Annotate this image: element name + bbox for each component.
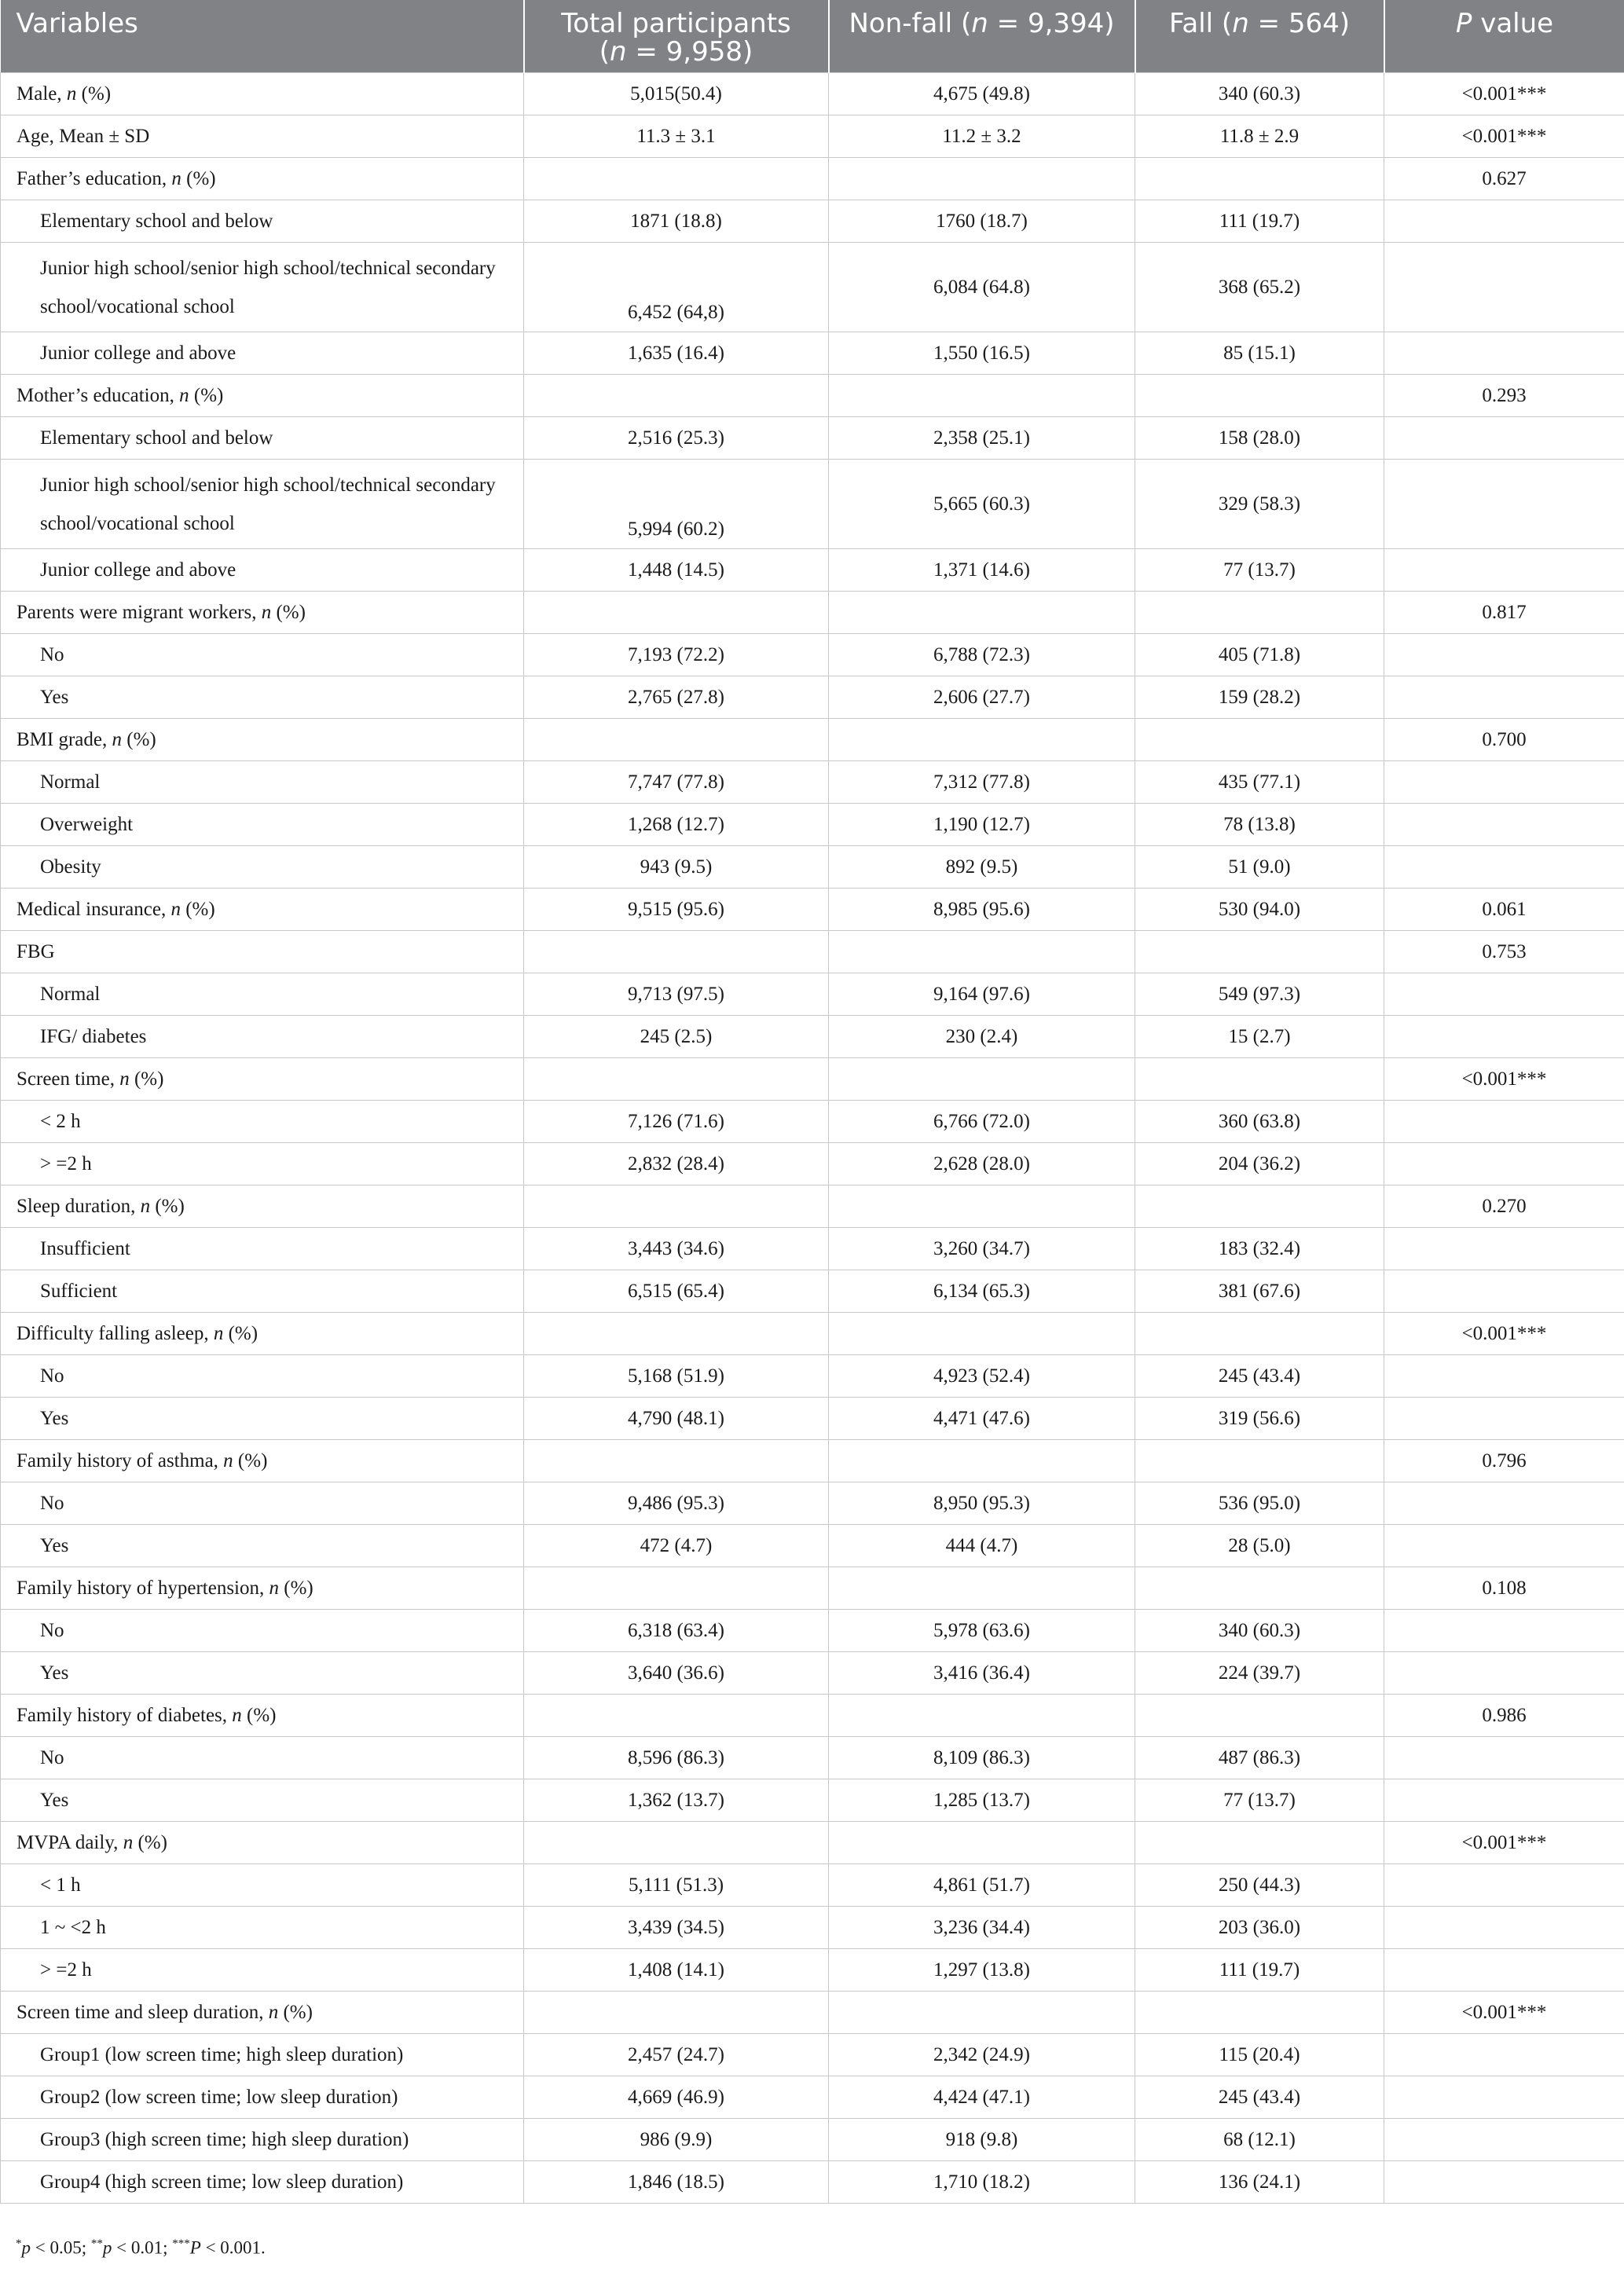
row-label: Group4 (high screen time; low sleep duration) bbox=[1, 2161, 524, 2204]
non-fall-cell: 3,236 (34.4) bbox=[829, 1907, 1135, 1949]
fall-cell: 183 (32.4) bbox=[1135, 1228, 1384, 1270]
non-fall-cell: 8,985 (95.6) bbox=[829, 889, 1135, 931]
total-participants-cell: 5,168 (51.9) bbox=[524, 1355, 829, 1398]
non-fall-cell bbox=[829, 1185, 1135, 1228]
total-participants-cell: 2,516 (25.3) bbox=[524, 417, 829, 460]
p-value-cell: 0.270 bbox=[1384, 1185, 1624, 1228]
non-fall-cell: 4,471 (47.6) bbox=[829, 1398, 1135, 1440]
fall-cell: 340 (60.3) bbox=[1135, 73, 1384, 115]
p-value-cell bbox=[1384, 1270, 1624, 1313]
table-row bbox=[1, 460, 1624, 549]
p-value-cell: <0.001*** bbox=[1384, 1992, 1624, 2034]
table-row bbox=[1, 1355, 1624, 1398]
p-value-cell bbox=[1384, 1016, 1624, 1058]
total-participants-cell: 11.3 ± 3.1 bbox=[524, 115, 829, 158]
non-fall-cell: 918 (9.8) bbox=[829, 2119, 1135, 2161]
total-participants-cell: 5,111 (51.3) bbox=[524, 1864, 829, 1907]
p-value-cell: <0.001*** bbox=[1384, 115, 1624, 158]
non-fall-cell: 3,260 (34.7) bbox=[829, 1228, 1135, 1270]
row-label: 1 ~ <2 h bbox=[1, 1907, 524, 1949]
row-label: Parents were migrant workers, n (%) bbox=[1, 592, 524, 634]
p-value-cell bbox=[1384, 243, 1624, 332]
total-participants-cell: 1871 (18.8) bbox=[524, 200, 829, 243]
fall-cell bbox=[1135, 1695, 1384, 1737]
table-row bbox=[1, 1101, 1624, 1143]
p-value-cell bbox=[1384, 2119, 1624, 2161]
non-fall-cell: 6,766 (72.0) bbox=[829, 1101, 1135, 1143]
non-fall-cell: 892 (9.5) bbox=[829, 846, 1135, 889]
row-label: Screen time and sleep duration, n (%) bbox=[1, 1992, 524, 2034]
fall-cell: 487 (86.3) bbox=[1135, 1737, 1384, 1779]
total-participants-cell: 1,846 (18.5) bbox=[524, 2161, 829, 2204]
fall-cell bbox=[1135, 1058, 1384, 1101]
non-fall-cell: 2,358 (25.1) bbox=[829, 417, 1135, 460]
fall-cell: 360 (63.8) bbox=[1135, 1101, 1384, 1143]
fall-cell bbox=[1135, 931, 1384, 973]
row-label: Yes bbox=[1, 1525, 524, 1567]
row-label: Group1 (low screen time; high sleep duration) bbox=[1, 2034, 524, 2076]
total-participants-cell bbox=[524, 1695, 829, 1737]
fall-cell: 111 (19.7) bbox=[1135, 1949, 1384, 1992]
table-row bbox=[1, 761, 1624, 804]
fall-cell: 530 (94.0) bbox=[1135, 889, 1384, 931]
fall-cell: 435 (77.1) bbox=[1135, 761, 1384, 804]
row-label: < 1 h bbox=[1, 1864, 524, 1907]
row-label: < 2 h bbox=[1, 1101, 524, 1143]
row-label: IFG/ diabetes bbox=[1, 1016, 524, 1058]
fall-cell bbox=[1135, 158, 1384, 200]
non-fall-cell: 444 (4.7) bbox=[829, 1525, 1135, 1567]
non-fall-cell bbox=[829, 1822, 1135, 1864]
total-participants-cell: 9,713 (97.5) bbox=[524, 973, 829, 1016]
header-variables: Variables bbox=[1, 0, 524, 73]
non-fall-cell: 5,978 (63.6) bbox=[829, 1610, 1135, 1652]
row-label: Male, n (%) bbox=[1, 73, 524, 115]
non-fall-cell bbox=[829, 1695, 1135, 1737]
p-value-cell bbox=[1384, 332, 1624, 375]
table-row bbox=[1, 1864, 1624, 1907]
total-participants-cell: 6,318 (63.4) bbox=[524, 1610, 829, 1652]
p-value-cell bbox=[1384, 1779, 1624, 1822]
fall-cell: 15 (2.7) bbox=[1135, 1016, 1384, 1058]
fall-cell: 329 (58.3) bbox=[1135, 460, 1384, 549]
non-fall-cell: 1,371 (14.6) bbox=[829, 549, 1135, 592]
table-row bbox=[1, 1610, 1624, 1652]
total-participants-cell bbox=[524, 592, 829, 634]
fall-cell bbox=[1135, 1567, 1384, 1610]
row-label: Junior college and above bbox=[1, 332, 524, 375]
row-label: BMI grade, n (%) bbox=[1, 719, 524, 761]
row-label: Insufficient bbox=[1, 1228, 524, 1270]
table-row bbox=[1, 1185, 1624, 1228]
table-row bbox=[1, 1695, 1624, 1737]
p-value-cell bbox=[1384, 1737, 1624, 1779]
table-row bbox=[1, 1822, 1624, 1864]
fall-cell: 77 (13.7) bbox=[1135, 549, 1384, 592]
p-value-cell: 0.700 bbox=[1384, 719, 1624, 761]
non-fall-cell: 6,788 (72.3) bbox=[829, 634, 1135, 676]
table-row bbox=[1, 1779, 1624, 1822]
total-participants-cell: 9,515 (95.6) bbox=[524, 889, 829, 931]
non-fall-cell: 8,109 (86.3) bbox=[829, 1737, 1135, 1779]
row-label: Group3 (high screen time; high sleep duration) bbox=[1, 2119, 524, 2161]
non-fall-cell bbox=[829, 931, 1135, 973]
fall-cell bbox=[1135, 1822, 1384, 1864]
header-total-line1: Total participants bbox=[561, 8, 791, 39]
total-participants-cell: 3,439 (34.5) bbox=[524, 1907, 829, 1949]
p-value-cell bbox=[1384, 549, 1624, 592]
fall-cell: 203 (36.0) bbox=[1135, 1907, 1384, 1949]
p-value-cell bbox=[1384, 2034, 1624, 2076]
table-row bbox=[1, 2161, 1624, 2204]
row-label: Normal bbox=[1, 761, 524, 804]
row-label: Yes bbox=[1, 1779, 524, 1822]
fall-cell: 224 (39.7) bbox=[1135, 1652, 1384, 1695]
p-value-cell bbox=[1384, 1228, 1624, 1270]
table-row bbox=[1, 1992, 1624, 2034]
total-participants-cell: 1,635 (16.4) bbox=[524, 332, 829, 375]
non-fall-cell: 4,675 (49.8) bbox=[829, 73, 1135, 115]
p-value-cell bbox=[1384, 973, 1624, 1016]
p-value-cell: <0.001*** bbox=[1384, 1313, 1624, 1355]
table-row bbox=[1, 889, 1624, 931]
row-label: Yes bbox=[1, 1398, 524, 1440]
fall-cell bbox=[1135, 719, 1384, 761]
non-fall-cell: 230 (2.4) bbox=[829, 1016, 1135, 1058]
row-label: Elementary school and below bbox=[1, 417, 524, 460]
p-value-cell bbox=[1384, 1864, 1624, 1907]
row-label: Difficulty falling asleep, n (%) bbox=[1, 1313, 524, 1355]
table-row bbox=[1, 634, 1624, 676]
fall-cell: 536 (95.0) bbox=[1135, 1482, 1384, 1525]
table-row bbox=[1, 200, 1624, 243]
total-participants-cell bbox=[524, 1992, 829, 2034]
row-label: Family history of diabetes, n (%) bbox=[1, 1695, 524, 1737]
fall-cell: 340 (60.3) bbox=[1135, 1610, 1384, 1652]
p-value-cell bbox=[1384, 1482, 1624, 1525]
non-fall-cell: 1,297 (13.8) bbox=[829, 1949, 1135, 1992]
non-fall-cell: 1,710 (18.2) bbox=[829, 2161, 1135, 2204]
total-participants-cell bbox=[524, 1058, 829, 1101]
non-fall-cell: 7,312 (77.8) bbox=[829, 761, 1135, 804]
header-non-fall: Non-fall (n = 9,394) bbox=[829, 0, 1135, 73]
total-participants-cell: 2,457 (24.7) bbox=[524, 2034, 829, 2076]
table-row bbox=[1, 2076, 1624, 2119]
fall-cell bbox=[1135, 1313, 1384, 1355]
total-participants-cell bbox=[524, 1440, 829, 1482]
total-participants-cell: 7,747 (77.8) bbox=[524, 761, 829, 804]
p-value-cell bbox=[1384, 761, 1624, 804]
non-fall-cell: 1760 (18.7) bbox=[829, 200, 1135, 243]
row-label: Father’s education, n (%) bbox=[1, 158, 524, 200]
total-participants-cell: 1,268 (12.7) bbox=[524, 804, 829, 846]
non-fall-cell: 1,190 (12.7) bbox=[829, 804, 1135, 846]
non-fall-cell bbox=[829, 1992, 1135, 2034]
table-row bbox=[1, 417, 1624, 460]
total-participants-cell bbox=[524, 1822, 829, 1864]
table-row bbox=[1, 592, 1624, 634]
fall-cell: 549 (97.3) bbox=[1135, 973, 1384, 1016]
p-value-cell bbox=[1384, 1525, 1624, 1567]
non-fall-cell bbox=[829, 1440, 1135, 1482]
non-fall-cell: 1,550 (16.5) bbox=[829, 332, 1135, 375]
header-total-line2: (n = 9,958) bbox=[599, 36, 753, 68]
total-participants-cell: 1,448 (14.5) bbox=[524, 549, 829, 592]
row-label: Family history of hypertension, n (%) bbox=[1, 1567, 524, 1610]
non-fall-cell bbox=[829, 1058, 1135, 1101]
table-row bbox=[1, 73, 1624, 115]
total-participants-cell: 7,126 (71.6) bbox=[524, 1101, 829, 1143]
row-label: No bbox=[1, 1737, 524, 1779]
p-value-cell: 0.061 bbox=[1384, 889, 1624, 931]
table-row bbox=[1, 1313, 1624, 1355]
fall-cell: 405 (71.8) bbox=[1135, 634, 1384, 676]
non-fall-cell: 8,950 (95.3) bbox=[829, 1482, 1135, 1525]
row-label: > =2 h bbox=[1, 1143, 524, 1185]
total-participants-cell bbox=[524, 1185, 829, 1228]
row-label: No bbox=[1, 1355, 524, 1398]
p-value-cell: <0.001*** bbox=[1384, 1822, 1624, 1864]
header-total-participants bbox=[524, 0, 829, 73]
p-value-cell bbox=[1384, 1907, 1624, 1949]
non-fall-cell: 1,285 (13.7) bbox=[829, 1779, 1135, 1822]
non-fall-cell bbox=[829, 719, 1135, 761]
total-participants-cell: 986 (9.9) bbox=[524, 2119, 829, 2161]
row-label: > =2 h bbox=[1, 1949, 524, 1992]
total-participants-cell: 245 (2.5) bbox=[524, 1016, 829, 1058]
fall-cell: 245 (43.4) bbox=[1135, 2076, 1384, 2119]
non-fall-cell: 2,628 (28.0) bbox=[829, 1143, 1135, 1185]
p-value-cell bbox=[1384, 1610, 1624, 1652]
fall-cell: 111 (19.7) bbox=[1135, 200, 1384, 243]
row-label: Elementary school and below bbox=[1, 200, 524, 243]
fall-cell bbox=[1135, 1185, 1384, 1228]
non-fall-cell: 3,416 (36.4) bbox=[829, 1652, 1135, 1695]
p-value-cell bbox=[1384, 2076, 1624, 2119]
fall-cell: 250 (44.3) bbox=[1135, 1864, 1384, 1907]
fall-cell: 77 (13.7) bbox=[1135, 1779, 1384, 1822]
fall-cell bbox=[1135, 375, 1384, 417]
table-row bbox=[1, 1440, 1624, 1482]
non-fall-cell: 6,134 (65.3) bbox=[829, 1270, 1135, 1313]
p-value-cell: 0.817 bbox=[1384, 592, 1624, 634]
fall-cell: 28 (5.0) bbox=[1135, 1525, 1384, 1567]
p-value-cell: <0.001*** bbox=[1384, 73, 1624, 115]
table-row bbox=[1, 676, 1624, 719]
table-row bbox=[1, 804, 1624, 846]
table-row bbox=[1, 1652, 1624, 1695]
p-value-cell: 0.293 bbox=[1384, 375, 1624, 417]
table-row bbox=[1, 158, 1624, 200]
p-value-cell bbox=[1384, 634, 1624, 676]
total-participants-cell: 5,015(50.4) bbox=[524, 73, 829, 115]
total-participants-cell: 6,515 (65.4) bbox=[524, 1270, 829, 1313]
total-participants-cell: 7,193 (72.2) bbox=[524, 634, 829, 676]
total-participants-cell bbox=[524, 158, 829, 200]
fall-cell: 368 (65.2) bbox=[1135, 243, 1384, 332]
total-participants-cell: 3,640 (36.6) bbox=[524, 1652, 829, 1695]
row-label: Junior college and above bbox=[1, 549, 524, 592]
non-fall-cell: 2,342 (24.9) bbox=[829, 2034, 1135, 2076]
fall-cell: 51 (9.0) bbox=[1135, 846, 1384, 889]
total-participants-cell bbox=[524, 719, 829, 761]
table-row bbox=[1, 2119, 1624, 2161]
table-row bbox=[1, 1567, 1624, 1610]
p-value-cell bbox=[1384, 1143, 1624, 1185]
table-row bbox=[1, 1228, 1624, 1270]
p-value-cell bbox=[1384, 846, 1624, 889]
fall-cell: 68 (12.1) bbox=[1135, 2119, 1384, 2161]
row-label: Yes bbox=[1, 1652, 524, 1695]
p-value-cell: 0.627 bbox=[1384, 158, 1624, 200]
total-participants-cell: 472 (4.7) bbox=[524, 1525, 829, 1567]
table-row bbox=[1, 1949, 1624, 1992]
row-label: Sufficient bbox=[1, 1270, 524, 1313]
p-value-cell bbox=[1384, 1652, 1624, 1695]
p-value-cell bbox=[1384, 1101, 1624, 1143]
row-label: Age, Mean ± SD bbox=[1, 115, 524, 158]
table-footnote: *p < 0.05; **p < 0.01; ***P < 0.001. bbox=[16, 2237, 266, 2258]
total-participants-cell bbox=[524, 375, 829, 417]
fall-cell: 159 (28.2) bbox=[1135, 676, 1384, 719]
table-row bbox=[1, 846, 1624, 889]
row-label: MVPA daily, n (%) bbox=[1, 1822, 524, 1864]
total-participants-cell: 4,790 (48.1) bbox=[524, 1398, 829, 1440]
non-fall-cell: 4,861 (51.7) bbox=[829, 1864, 1135, 1907]
table-row bbox=[1, 2034, 1624, 2076]
table-row bbox=[1, 332, 1624, 375]
total-participants-cell bbox=[524, 1313, 829, 1355]
table-row bbox=[1, 1907, 1624, 1949]
total-participants-cell bbox=[524, 931, 829, 973]
row-label: No bbox=[1, 634, 524, 676]
p-value-cell bbox=[1384, 200, 1624, 243]
fall-cell: 381 (67.6) bbox=[1135, 1270, 1384, 1313]
total-participants-cell: 8,596 (86.3) bbox=[524, 1737, 829, 1779]
fall-cell: 204 (36.2) bbox=[1135, 1143, 1384, 1185]
p-value-cell bbox=[1384, 417, 1624, 460]
fall-cell bbox=[1135, 1440, 1384, 1482]
fall-cell: 115 (20.4) bbox=[1135, 2034, 1384, 2076]
fall-cell: 245 (43.4) bbox=[1135, 1355, 1384, 1398]
table-body bbox=[1, 73, 1624, 2204]
table-row bbox=[1, 115, 1624, 158]
p-value-cell bbox=[1384, 676, 1624, 719]
non-fall-cell bbox=[829, 158, 1135, 200]
header-row bbox=[1, 0, 1624, 73]
table-row bbox=[1, 375, 1624, 417]
non-fall-cell bbox=[829, 592, 1135, 634]
table-row bbox=[1, 549, 1624, 592]
table-row bbox=[1, 1270, 1624, 1313]
row-label: Screen time, n (%) bbox=[1, 1058, 524, 1101]
p-value-cell: 0.796 bbox=[1384, 1440, 1624, 1482]
table-row bbox=[1, 719, 1624, 761]
row-label: Mother’s education, n (%) bbox=[1, 375, 524, 417]
non-fall-cell: 9,164 (97.6) bbox=[829, 973, 1135, 1016]
row-label: Sleep duration, n (%) bbox=[1, 1185, 524, 1228]
fall-cell: 85 (15.1) bbox=[1135, 332, 1384, 375]
total-participants-cell: 943 (9.5) bbox=[524, 846, 829, 889]
fall-cell: 319 (56.6) bbox=[1135, 1398, 1384, 1440]
row-label: Group2 (low screen time; low sleep duration) bbox=[1, 2076, 524, 2119]
table-row bbox=[1, 1143, 1624, 1185]
non-fall-cell bbox=[829, 1567, 1135, 1610]
total-participants-cell: 6,452 (64,8) bbox=[524, 243, 829, 332]
table-row bbox=[1, 1016, 1624, 1058]
row-label: Family history of asthma, n (%) bbox=[1, 1440, 524, 1482]
non-fall-cell: 11.2 ± 3.2 bbox=[829, 115, 1135, 158]
non-fall-cell bbox=[829, 375, 1135, 417]
table-row bbox=[1, 1058, 1624, 1101]
p-value-cell bbox=[1384, 804, 1624, 846]
table-row bbox=[1, 243, 1624, 332]
non-fall-cell: 5,665 (60.3) bbox=[829, 460, 1135, 549]
table-row bbox=[1, 931, 1624, 973]
non-fall-cell: 2,606 (27.7) bbox=[829, 676, 1135, 719]
total-participants-cell: 5,994 (60.2) bbox=[524, 460, 829, 549]
fall-cell bbox=[1135, 592, 1384, 634]
fall-cell: 11.8 ± 2.9 bbox=[1135, 115, 1384, 158]
table-header bbox=[1, 0, 1624, 73]
table-row bbox=[1, 973, 1624, 1016]
row-label: No bbox=[1, 1610, 524, 1652]
table-row bbox=[1, 1737, 1624, 1779]
p-value-cell bbox=[1384, 1949, 1624, 1992]
table-row bbox=[1, 1525, 1624, 1567]
p-value-cell: 0.753 bbox=[1384, 931, 1624, 973]
row-label: Normal bbox=[1, 973, 524, 1016]
p-value-cell: <0.001*** bbox=[1384, 1058, 1624, 1101]
total-participants-cell: 1,408 (14.1) bbox=[524, 1949, 829, 1992]
fall-cell: 158 (28.0) bbox=[1135, 417, 1384, 460]
total-participants-cell: 2,832 (28.4) bbox=[524, 1143, 829, 1185]
row-label: Medical insurance, n (%) bbox=[1, 889, 524, 931]
non-fall-cell bbox=[829, 1313, 1135, 1355]
row-label: Junior high school/senior high school/technical secondary school/vocational school bbox=[1, 243, 524, 332]
row-label: Overweight bbox=[1, 804, 524, 846]
p-value-cell bbox=[1384, 1355, 1624, 1398]
total-participants-cell: 3,443 (34.6) bbox=[524, 1228, 829, 1270]
p-value-cell bbox=[1384, 1398, 1624, 1440]
table-row bbox=[1, 1398, 1624, 1440]
total-participants-cell: 4,669 (46.9) bbox=[524, 2076, 829, 2119]
row-label: Junior high school/senior high school/technical secondary school/vocational school bbox=[1, 460, 524, 549]
non-fall-cell: 4,923 (52.4) bbox=[829, 1355, 1135, 1398]
total-participants-cell: 2,765 (27.8) bbox=[524, 676, 829, 719]
non-fall-cell: 6,084 (64.8) bbox=[829, 243, 1135, 332]
p-value-cell bbox=[1384, 2161, 1624, 2204]
row-label: Yes bbox=[1, 676, 524, 719]
fall-cell bbox=[1135, 1992, 1384, 2034]
total-participants-cell: 9,486 (95.3) bbox=[524, 1482, 829, 1525]
total-participants-cell bbox=[524, 1567, 829, 1610]
row-label: FBG bbox=[1, 931, 524, 973]
p-value-cell bbox=[1384, 460, 1624, 549]
p-value-cell: 0.108 bbox=[1384, 1567, 1624, 1610]
total-participants-cell: 1,362 (13.7) bbox=[524, 1779, 829, 1822]
p-value-cell: 0.986 bbox=[1384, 1695, 1624, 1737]
row-label: No bbox=[1, 1482, 524, 1525]
table-row bbox=[1, 1482, 1624, 1525]
fall-cell: 136 (24.1) bbox=[1135, 2161, 1384, 2204]
row-label: Obesity bbox=[1, 846, 524, 889]
non-fall-cell: 4,424 (47.1) bbox=[829, 2076, 1135, 2119]
fall-cell: 78 (13.8) bbox=[1135, 804, 1384, 846]
header-fall: Fall (n = 564) bbox=[1135, 0, 1384, 73]
header-p-value: P value bbox=[1384, 0, 1624, 73]
